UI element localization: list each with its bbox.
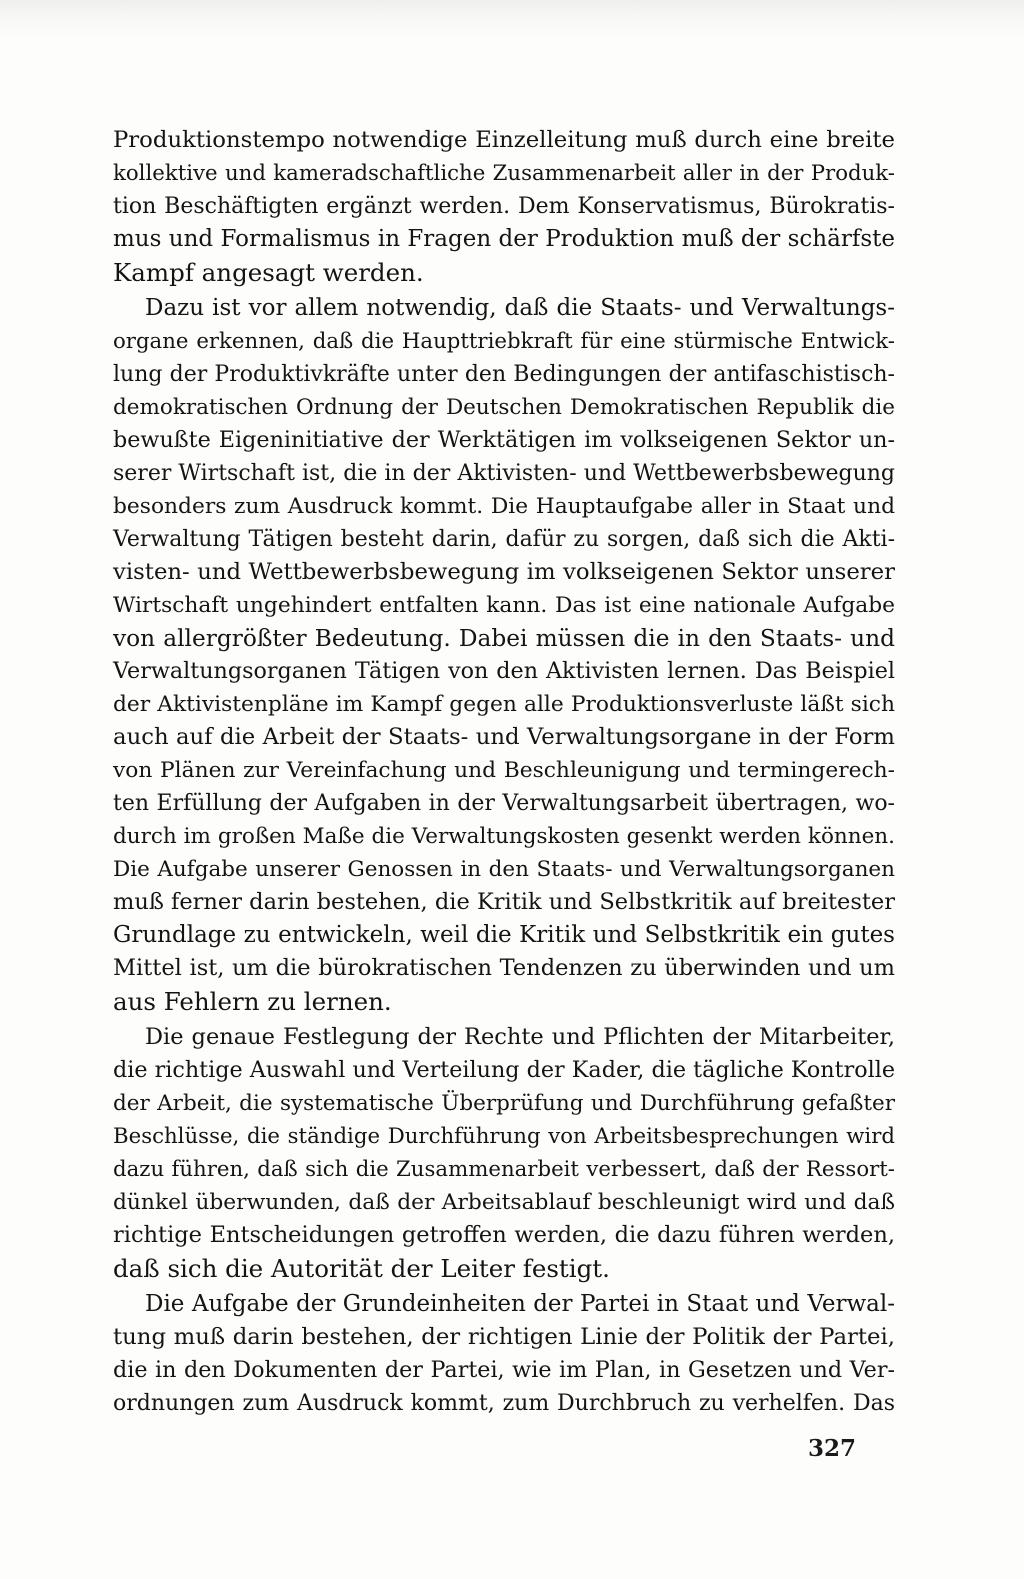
text-line: Grundlage zu entwickeln, weil die Kritik und Selbstkritik ein gutes bbox=[113, 922, 895, 948]
text-line: auch auf die Arbeit der Staats- und Verwaltungsorgane in der Form bbox=[113, 724, 895, 750]
text-line: dünkel überwunden, daß der Arbeitsablauf beschleunigt wird und daß bbox=[113, 1190, 895, 1215]
text-line: Verwaltungsorganen Tätigen von den Aktivisten lernen. Das Beispiel bbox=[113, 658, 895, 684]
text-line: von allergrößter Bedeutung. Dabei müssen die in den Staats- und bbox=[113, 625, 895, 652]
text-line: Beschlüsse, die ständige Durchführung von Arbeitsbesprechungen wird bbox=[113, 1124, 895, 1149]
paragraph bbox=[113, 1288, 895, 1420]
paragraph bbox=[113, 124, 895, 289]
scan-edge-shading bbox=[0, 0, 1024, 40]
text-line: Verwaltung Tätigen besteht darin, dafür zu sorgen, daß sich die Akti- bbox=[113, 527, 895, 552]
text-line: tung muß darin bestehen, der richtigen Linie der Politik der Partei, bbox=[113, 1324, 895, 1350]
text-line: demokratischen Ordnung der Deutschen Demokratischen Republik die bbox=[113, 395, 895, 420]
text-line: Mittel ist, um die bürokratischen Tendenzen zu überwinden und um bbox=[113, 955, 895, 981]
text-line: serer Wirtschaft ist, die in der Aktivisten- und Wettbewerbsbewegung bbox=[113, 461, 895, 486]
text-line: durch im großen Maße die Verwaltungskosten gesenkt werden können. bbox=[113, 824, 895, 849]
text-line: aus Fehlern zu lernen. bbox=[113, 987, 392, 1016]
text-line: ten Erfüllung der Aufgaben in der Verwaltungsarbeit übertragen, wo- bbox=[113, 791, 895, 816]
text-line: Die Aufgabe unserer Genossen in den Staats- und Verwaltungsorganen bbox=[113, 857, 895, 882]
text-line: tion Beschäftigten ergänzt werden. Dem Konservatismus, Bürokratis- bbox=[113, 194, 895, 219]
text-line: Die genaue Festlegung der Rechte und Pflichten der Mitarbeiter, bbox=[145, 1024, 895, 1050]
text-line: der Arbeit, die systematische Überprüfung und Durchführung gefaßter bbox=[113, 1091, 895, 1116]
text-line: Dazu ist vor allem notwendig, daß die Staats- und Verwaltungs- bbox=[145, 295, 895, 321]
text-line: Produktionstempo notwendige Einzelleitung muß durch eine breite bbox=[113, 127, 895, 153]
text-line: die richtige Auswahl und Verteilung der Kader, die tägliche Kontrolle bbox=[113, 1057, 895, 1083]
paragraph bbox=[113, 1021, 895, 1285]
text-line: daß sich die Autorität der Leiter festigt. bbox=[113, 1254, 610, 1283]
text-line: kollektive und kameradschaftliche Zusammenarbeit aller in der Produk- bbox=[113, 161, 895, 186]
text-line: bewußte Eigeninitiative der Werktätigen im volkseigenen Sektor un- bbox=[113, 427, 895, 453]
paragraph bbox=[113, 292, 895, 1018]
text-line: richtige Entscheidungen getroffen werden, die dazu führen werden, bbox=[113, 1222, 895, 1248]
text-line: der Aktivistenpläne im Kampf gegen alle Produktionsverluste läßt sich bbox=[113, 692, 895, 717]
text-line: Die Aufgabe der Grundeinheiten der Partei in Staat und Verwal- bbox=[145, 1291, 895, 1317]
page-number: 327 bbox=[808, 1435, 857, 1462]
body-text bbox=[113, 124, 895, 1423]
text-line: organe erkennen, daß die Haupttriebkraft für eine stürmische Entwick- bbox=[113, 329, 895, 354]
text-line: lung der Produktivkräfte unter den Bedingungen der antifaschistisch- bbox=[113, 362, 895, 387]
text-line: muß ferner darin bestehen, die Kritik und Selbstkritik auf breitester bbox=[113, 889, 895, 915]
text-line: Kampf angesagt werden. bbox=[113, 258, 424, 287]
text-line: dazu führen, daß sich die Zusammenarbeit verbessert, daß der Ressort- bbox=[113, 1157, 895, 1182]
text-line: die in den Dokumenten der Partei, wie im Plan, in Gesetzen und Ver- bbox=[113, 1357, 895, 1383]
text-line: visten- und Wettbewerbsbewegung im volkseigenen Sektor unserer bbox=[113, 559, 895, 585]
text-line: mus und Formalismus in Fragen der Produktion muß der schärfste bbox=[113, 226, 895, 252]
text-line: ordnungen zum Ausdruck kommt, zum Durchbruch zu verhelfen. Das bbox=[113, 1391, 895, 1416]
text-line: von Plänen zur Vereinfachung und Beschleunigung und termingerech- bbox=[113, 758, 895, 783]
text-line: besonders zum Ausdruck kommt. Die Hauptaufgabe aller in Staat und bbox=[113, 494, 895, 519]
text-line: Wirtschaft ungehindert entfalten kann. Das ist eine nationale Aufgabe bbox=[113, 593, 895, 618]
